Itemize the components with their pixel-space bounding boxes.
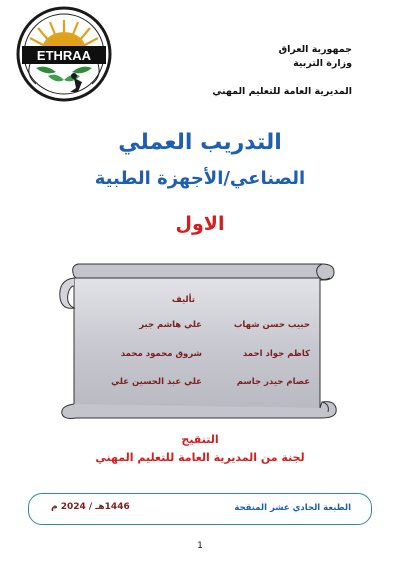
svg-text:ETHRAA: ETHRAA	[36, 48, 92, 63]
authors-scroll	[52, 258, 348, 420]
revision-committee: لجنة من المديرية العامة للتعليم المهني	[95, 451, 305, 464]
author-name: حبيب حسن شهاب	[233, 320, 310, 330]
authors-heading: تأليف	[171, 295, 195, 305]
book-part: الاول	[175, 213, 225, 235]
header-ministry: وزارة التربية	[293, 58, 352, 69]
revision-label: التنقيح	[181, 433, 219, 446]
author-name: علي هاشم جبر	[139, 320, 202, 330]
edition-box	[28, 493, 372, 525]
edition-text: الطبعة الحادي عشر المنقحة	[234, 503, 351, 513]
author-name: عصام حيدر جاسم	[236, 377, 310, 387]
edition-year: 1446هـ / 2024 م	[51, 502, 130, 512]
book-subtitle: الصناعي/الأجهزة الطبية	[94, 168, 306, 189]
author-name: كاظم جواد احمد	[242, 349, 310, 359]
header-country: جمهورية العراق	[278, 44, 352, 55]
author-name: شروق محمود محمد	[120, 349, 202, 359]
page-number: 1	[197, 541, 203, 551]
header-directorate: المديرية العامة للتعليم المهني	[212, 86, 352, 97]
author-name: علي عبد الحسين علي	[111, 377, 202, 387]
ethraa-logo	[16, 6, 112, 102]
book-title: التدريب العملي	[118, 130, 282, 155]
